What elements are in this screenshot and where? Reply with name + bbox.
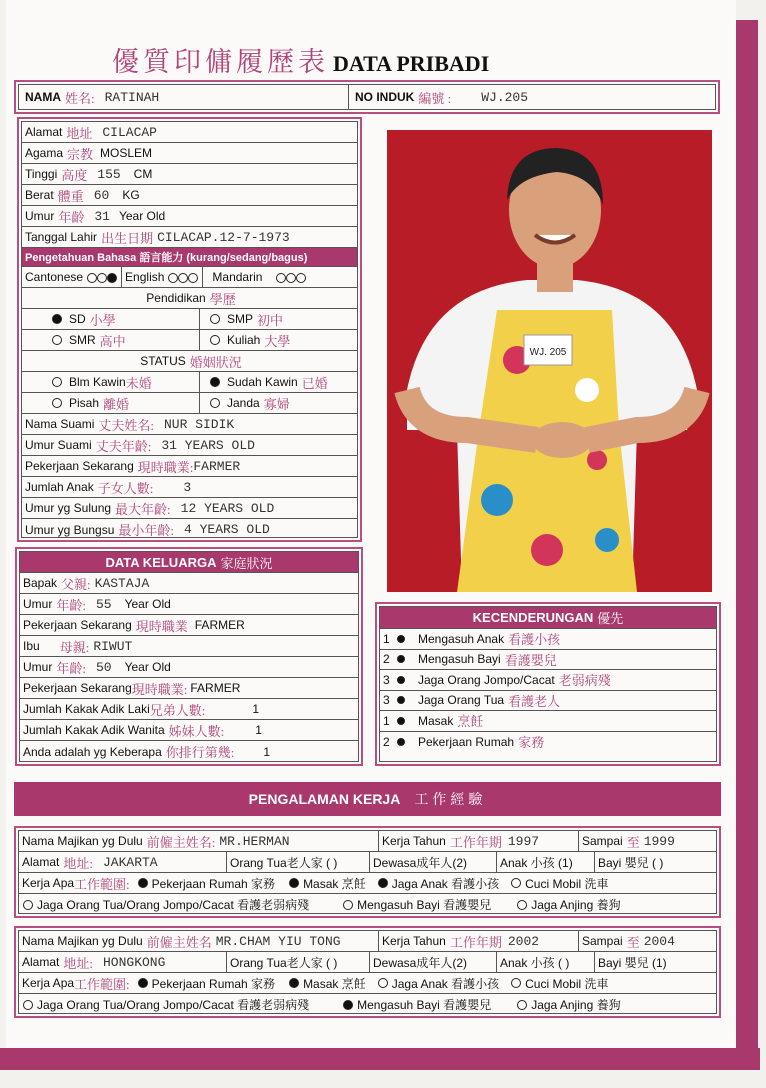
job-task-radio (138, 878, 148, 888)
keluarga-header: DATA KELUARGA 家庭狀況 (20, 552, 358, 573)
bahasa-header: Pengetahuan Bahasa 語言能力 (kurang/sedang/bagus) (22, 248, 357, 267)
job-tasks-row-1: Kerja Apa 工作範圍: Pekerjaan Rumah 家務 Masak 烹飪 Jaga Anak 看護小孩 Cuci Mobil 洗車 (19, 873, 716, 894)
preference-row (380, 629, 716, 650)
pendidikan-row-1: SD 小學 SMP 初中 (22, 309, 357, 330)
keluarga-box (15, 547, 363, 766)
mandarin-level-dot (286, 273, 296, 283)
mandarin-level-dot (296, 273, 306, 283)
job-tasks-row-2: Jaga Orang Tua/Orang Jompo/Cacat 看護老弱病殘 Mengasuh Bayi 看護嬰兒 Jaga Anjing 養狗 (19, 994, 716, 1015)
nama-suami-row: Nama Suami 丈夫姓名: NUR SIDIK (22, 414, 357, 435)
status-row-2: Pisah 離婚 Janda 寡婦 (22, 393, 357, 414)
preference-bullet (397, 696, 405, 704)
umur-bapak-row: Umur 年齡: 55 Year Old (20, 594, 358, 615)
job-box (14, 926, 721, 1018)
job-address-row: Alamat 地址: HONGKONG Orang Tua老人家 ( ) Dewasa成年人(2) Anak 小孩 ( ) Bayi 嬰兒 (1) (19, 952, 716, 973)
job-box (14, 826, 721, 918)
umur-bungsu-row: Umur yg Bungsu 最小年齡: 4 YEARS OLD (25, 522, 270, 538)
preference-row (380, 732, 716, 753)
smp-radio (210, 314, 220, 324)
job-task-radio (378, 978, 388, 988)
job-address-row: Alamat 地址: JAKARTA Orang Tua老人家 ( ) Dewasa成年人(2) Anak 小孩 (1) Bayi 嬰兒 ( ) (19, 852, 716, 873)
kerja-bapak-row: Pekerjaan Sekarang 現時職業 FARMER (20, 615, 358, 636)
right-border-band (736, 20, 758, 1065)
preference-row (380, 711, 716, 732)
janda-radio (210, 398, 220, 408)
cantonese-level-dot (107, 273, 117, 283)
preference-rank: 3 (383, 672, 390, 687)
kuliah-radio (210, 335, 220, 345)
preference-bullet (397, 738, 405, 746)
english-level-dot (178, 273, 188, 283)
bapak-row: Bapak 父親: KASTAJA (20, 573, 358, 594)
job-task-radio (378, 878, 388, 888)
preference-label-cn: 看護小孩 (508, 632, 561, 648)
mandarin-level-dot (276, 273, 286, 283)
job-tasks-row-2: Jaga Orang Tua/Orang Jompo/Cacat 看護老弱病殘 Mengasuh Bayi 看護嬰兒 Jaga Anjing 養狗 (19, 894, 716, 915)
job-task-radio (343, 900, 353, 910)
job-task-radio (517, 1000, 527, 1010)
preference-rank: 1 (383, 713, 390, 728)
blm-kawin-radio (52, 377, 62, 387)
job-task-radio (23, 900, 33, 910)
preference-label: Mengasuh Bayi (418, 652, 501, 667)
tinggi-row: Tinggi 高度 155 CM (22, 164, 357, 185)
preference-row (380, 650, 716, 671)
preference-rank: 3 (383, 693, 390, 708)
bottom-border-band (0, 1048, 760, 1070)
preference-rank: 1 (383, 631, 390, 646)
preference-label-cn: 看護嬰兒 (504, 652, 557, 668)
bahasa-row: Cantonese English Mandarin (22, 267, 357, 288)
pendidikan-row-2: SMR 高中 Kuliah 大學 (22, 330, 357, 351)
preference-bullet (397, 635, 405, 643)
english-level-dot (188, 273, 198, 283)
cantonese-level-dot (97, 273, 107, 283)
sd-radio (52, 314, 62, 324)
id-field: NO INDUK 編號 : WJ.205 (355, 89, 529, 106)
job-task-radio (289, 978, 299, 988)
preference-label: Jaga Orang Jompo/Cacat (418, 672, 555, 687)
preference-label-cn: 看護老人 (508, 693, 561, 709)
personal-box (17, 117, 362, 542)
preference-label-cn: 烹飪 (457, 714, 484, 730)
job-employer-row: Nama Majikan yg Dulu 前僱主姓名: MR.HERMAN Kerja Tahun 工作年期 1997 Sampai 至 1999 (19, 831, 716, 852)
name-value: RATINAH (104, 89, 160, 105)
cantonese-level-dot (87, 273, 97, 283)
kecenderungan-header: KECENDERUNGAN 優先 (380, 607, 716, 629)
preference-label-cn: 家務 (518, 735, 545, 751)
mandarin-level (276, 270, 306, 285)
preference-label-cn: 老弱病殘 (558, 673, 611, 689)
preference-row (380, 691, 716, 712)
english-level (168, 270, 198, 285)
preference-label: Jaga Orang Tua (418, 693, 505, 708)
name-field: NAMA 姓名: RATINAH (19, 85, 349, 109)
berat-row: Berat 體重 60 KG (22, 185, 357, 206)
umur-row: Umur 年齡 31 Year Old (22, 206, 357, 227)
status-row-1: Blm Kawin 未婚 Sudah Kawin 已婚 (22, 372, 357, 393)
status-header: STATUS 婚姻狀況 (22, 351, 357, 372)
page-title: 優質印傭履歷表 DATA PRIBADI (112, 47, 490, 77)
preference-rank: 2 (383, 652, 390, 667)
pekerjaan-suami-row: Pekerjaan Sekarang 現時職業: FARMER (22, 456, 357, 477)
cantonese-level (87, 270, 117, 285)
preference-bullet (397, 655, 405, 663)
applicant-photo (387, 130, 712, 592)
smr-radio (52, 335, 62, 345)
job-employer-row: Nama Majikan yg Dulu 前僱主姓名 MR.CHAM YIU TONG Kerja Tahun 工作年期 2002 Sampai 至 2004 (19, 931, 716, 952)
job-tasks-row-1: Kerja Apa 工作範圍: Pekerjaan Rumah 家務 Masak 烹飪 Jaga Anak 看護小孩 Cuci Mobil 洗車 (19, 973, 716, 994)
kerja-ibu-row: Pekerjaan Sekarang 現時職業: FARMER (20, 678, 358, 699)
pengalaman-header: PENGALAMAN KERJA 工作經驗 (14, 782, 721, 816)
id-value: WJ.205 (481, 89, 529, 105)
english-level-dot (168, 273, 178, 283)
kakak-wanita-row: Jumlah Kakak Adik Wanita 姊妹人數: 1 (20, 720, 358, 741)
job-task-radio (138, 978, 148, 988)
job-task-radio (343, 1000, 353, 1010)
job-task-radio (511, 978, 521, 988)
alamat-row: Alamat 地址 CILACAP (22, 122, 357, 143)
sudah-kawin-radio (210, 377, 220, 387)
job-task-radio (511, 878, 521, 888)
pendidikan-header: Pendidikan 學歷 (22, 288, 357, 309)
name-box (14, 80, 720, 114)
portrait-illustration (387, 130, 712, 592)
umur-sulung-row: Umur yg Sulung 最大年齡: 12 YEARS OLD (22, 498, 357, 519)
tanggal-lahir-row: Tanggal Lahir 出生日期 CILACAP.12-7-1973 (22, 227, 357, 248)
job-task-radio (517, 900, 527, 910)
keberapa-row: Anda adalah yg Keberapa 你排行第幾: 1 (23, 744, 271, 760)
job-task-radio (23, 1000, 33, 1010)
kecenderungan-box (375, 602, 721, 766)
preference-bullet (397, 717, 405, 725)
ibu-row: Ibu 母親: RIWUT (20, 636, 358, 657)
pisah-radio (52, 398, 62, 408)
preference-label: Pekerjaan Rumah (418, 734, 515, 749)
preference-bullet (397, 676, 405, 684)
kakak-laki-row: Jumlah Kakak Adik Laki 兄弟人數: 1 (20, 699, 358, 720)
preference-rank: 2 (383, 734, 390, 749)
preference-label: Masak (418, 713, 454, 728)
preference-label: Mengasuh Anak (418, 631, 505, 646)
umur-ibu-row: Umur 年齡: 50 Year Old (20, 657, 358, 678)
agama-row: Agama 宗教 MOSLEM (22, 143, 357, 164)
jumlah-anak-row: Jumlah Anak 子女人數: 3 (22, 477, 357, 498)
umur-suami-row: Umur Suami 丈夫年齡: 31 YEARS OLD (22, 435, 357, 456)
preference-row (380, 670, 716, 691)
job-task-radio (289, 878, 299, 888)
photo-badge: WJ. 205 (529, 347, 567, 358)
